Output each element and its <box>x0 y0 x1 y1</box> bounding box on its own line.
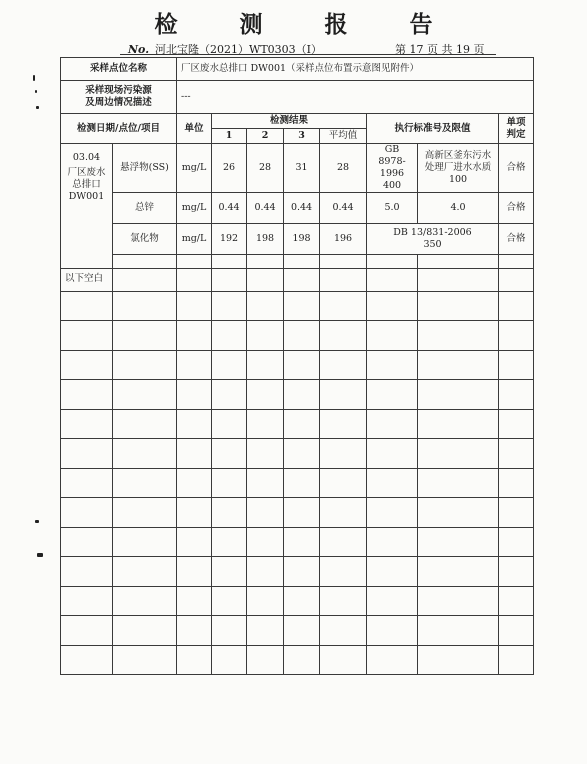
sampling-point-value: 厂区废水总排口 DW001（采样点位布置示意图见附件） <box>177 58 534 81</box>
table-row <box>61 193 534 224</box>
average-header: 平均值 <box>320 129 367 144</box>
result-1-value: 26 <box>212 144 247 193</box>
sampling-point-row <box>61 58 534 81</box>
blank-note-row <box>61 269 534 292</box>
item-name: 总锌 <box>113 193 177 224</box>
results-header: 检测结果 <box>212 114 367 129</box>
judgement-header: 单项 判定 <box>499 114 534 144</box>
unit-header: 单位 <box>177 114 212 144</box>
binding-mark <box>36 106 39 109</box>
judgement-value: 合格 <box>499 193 534 224</box>
empty-row <box>61 410 534 439</box>
empty-row <box>61 292 534 321</box>
standard-a-value: 5.0 <box>367 193 418 224</box>
result-1-value: 192 <box>212 224 247 255</box>
standard-header: 执行标准号及限值 <box>367 114 499 144</box>
standard-a-cell: GB 8978-1996 400 <box>367 144 418 193</box>
blank-note: 以下空白 <box>61 269 113 292</box>
result-2-header: 2 <box>247 129 284 144</box>
result-2-value: 0.44 <box>247 193 284 224</box>
table-row <box>61 224 534 255</box>
average-value: 0.44 <box>320 193 367 224</box>
empty-row <box>61 616 534 646</box>
binding-mark <box>35 90 37 93</box>
average-value: 28 <box>320 144 367 193</box>
judgement-value: 合格 <box>499 144 534 193</box>
empty-row <box>61 646 534 675</box>
pollution-source-label: 采样现场污染源 及周边情况描述 <box>61 81 177 114</box>
empty-row <box>61 469 534 498</box>
result-3-header: 3 <box>284 129 320 144</box>
empty-row <box>61 528 534 557</box>
item-name: 氯化物 <box>113 224 177 255</box>
date-point-cell: 03.04 厂区废水 总排口 DW001 <box>61 144 113 269</box>
unit-value: mg/L <box>177 224 212 255</box>
column-header-row-1 <box>61 114 534 129</box>
unit-value: mg/L <box>177 144 212 193</box>
result-3-value: 198 <box>284 224 320 255</box>
spacer-row <box>61 255 534 269</box>
report-title: 检 测 报 告 <box>154 12 460 38</box>
binding-mark <box>37 553 43 557</box>
page-info: 第 17 页 共 19 页 <box>395 43 485 56</box>
pollution-source-value: --- <box>177 81 534 114</box>
binding-mark <box>33 75 35 81</box>
standard-b-value: 4.0 <box>418 193 499 224</box>
empty-row <box>61 439 534 469</box>
empty-row <box>61 380 534 410</box>
empty-row <box>61 587 534 616</box>
empty-row <box>61 557 534 587</box>
binding-mark <box>35 520 39 523</box>
item-name: 悬浮物(SS) <box>113 144 177 193</box>
header-underline <box>120 54 496 55</box>
empty-row <box>61 321 534 351</box>
result-2-value: 198 <box>247 224 284 255</box>
date-point-item-header: 检测日期/点位/项目 <box>61 114 177 144</box>
result-1-value: 0.44 <box>212 193 247 224</box>
result-2-value: 28 <box>247 144 284 193</box>
report-number: 河北宝隆（2021）WT0303（Ⅰ） <box>155 43 323 56</box>
result-3-value: 0.44 <box>284 193 320 224</box>
average-value: 196 <box>320 224 367 255</box>
pollution-source-row <box>61 81 534 114</box>
report-table <box>60 57 534 675</box>
standard-cell: DB 13/831-2006 350 <box>367 224 499 255</box>
result-1-header: 1 <box>212 129 247 144</box>
empty-row <box>61 351 534 380</box>
judgement-value: 合格 <box>499 224 534 255</box>
standard-b-cell: 高新区釜东污水 处理厂进水水质 100 <box>418 144 499 193</box>
unit-value: mg/L <box>177 193 212 224</box>
no-label: No. <box>128 43 150 56</box>
sampling-point-label: 采样点位名称 <box>61 58 177 81</box>
empty-row <box>61 498 534 528</box>
table-row <box>61 144 534 193</box>
result-3-value: 31 <box>284 144 320 193</box>
